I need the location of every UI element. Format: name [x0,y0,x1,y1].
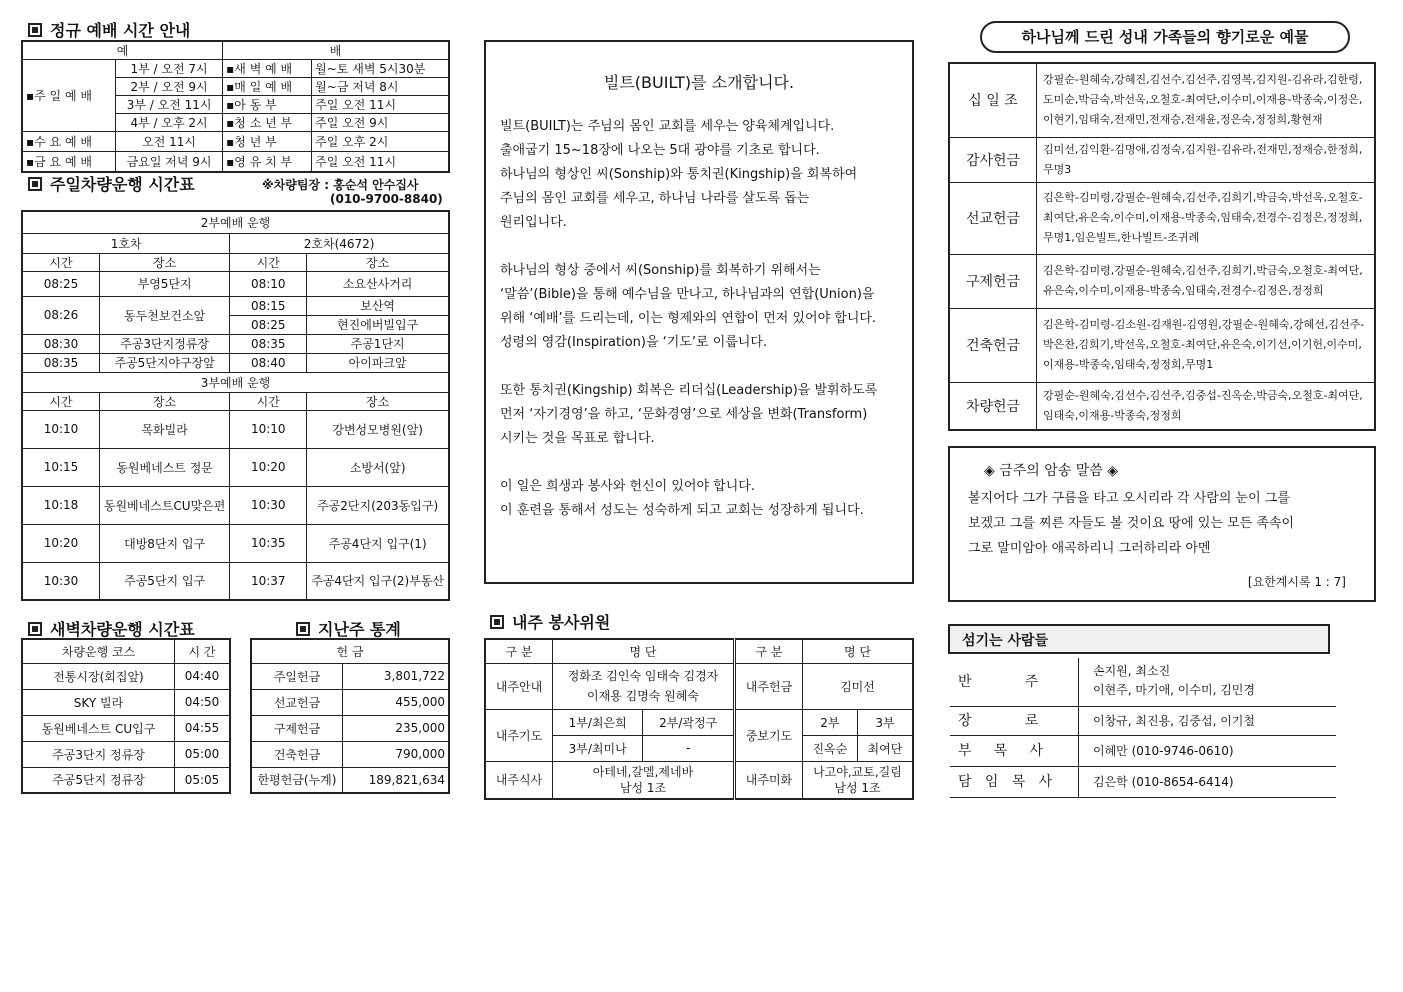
offerings-table [948,62,1376,431]
vol-name-line: 나고야,교토,길림 [813,764,902,779]
section2-title: 2부예배 운행 [22,211,449,233]
servant-name-line: 이현주, 마기애, 이수미, 김민경 [1093,683,1255,697]
square-bullet-icon [28,23,42,37]
s3-time: 10:15 [22,448,100,486]
stats-section-title [296,617,401,640]
car2-time: 08:10 [230,271,307,296]
s3-place: 동원베네스트 정문 [100,448,230,486]
car1-time: 08:35 [22,353,100,372]
servant-role: 장 로 [950,707,1079,735]
car1-label: 1호차 [22,233,230,253]
vol-clean-names [802,761,913,799]
built-line: 출애굽기 15~18장에 나오는 5대 광야를 기초로 합니다. [500,143,820,158]
s3-time: 10:37 [230,562,307,600]
stats-value: 455,000 [343,689,450,715]
service-time: 주일 오전 11시 [312,96,449,114]
service-name: ▪새 벽 예 배 [223,60,312,78]
col-time-header: 시간 [22,392,100,410]
built-paragraph [500,259,912,355]
service-name: ▪영 유 치 부 [223,152,312,172]
s3-place: 대방8단지 입구 [100,524,230,562]
vol-name-line: 남성 1조 [619,780,667,795]
built-line: 시키는 것을 목표로 합니다. [500,431,655,446]
s3-place: 주공4단지 입구(2)부동산 [307,562,449,600]
sunday-service: 1부 / 오전 7시 [116,60,223,78]
s3-time: 10:30 [230,486,307,524]
car2-place: 주공1단지 [307,334,449,353]
servant-name-line: 김은학 (010-8654-6414) [1093,775,1234,789]
car2-time: 08:25 [230,315,307,334]
vol-meal-names [553,761,735,799]
servants-list [950,658,1336,798]
vol-prayer: - [643,735,735,761]
car2-time: 08:35 [230,334,307,353]
s3-time: 10:10 [230,410,307,448]
col-time-header: 시간 [230,392,307,410]
built-line: 먼저 ‘자기경영’을 하고, ‘문화경영’으로 세상을 변화(Transform) [500,407,868,422]
vol-label: 내주미화 [734,761,802,799]
car2-time: 08:40 [230,353,307,372]
car2-place: 보산역 [307,296,449,315]
offering-donors: 김미선,김익환-김명애,김정숙,김지원-김유라,전재민,정재승,한정희,무명3 [1037,137,1376,182]
servants-title-box [948,624,1330,654]
stats-value: 790,000 [343,741,450,767]
dawn-time: 04:50 [175,689,231,715]
service-time: 월~금 저녁 8시 [312,78,449,96]
built-line: 위해 ‘예배’를 드리는데, 이는 형제와의 연합이 먼저 있어야 합니다. [500,311,877,326]
col-place-header: 장소 [100,392,230,410]
vol-label: 내주기도 [485,709,553,761]
verse-line: 그로 말미암아 애곡하리니 그러하리라 아멘 [968,541,1211,556]
square-bullet-icon [490,615,504,629]
vehicle-table [21,210,450,601]
offering-kind: 십 일 조 [949,63,1037,137]
built-line: 하나님의 형상 중에서 씨(Sonship)를 회복하기 위해서는 [500,263,821,278]
verse-reference: [요한계시록 1 : 7] [1247,575,1346,589]
car1-time: 08:25 [22,271,100,296]
vol-name-line: 정화조 김인숙 임태숙 김경자 [567,669,719,683]
car2-place: 아이파크앞 [307,353,449,372]
square-bullet-icon [28,622,42,636]
s3-place: 주공4단지 입구(1) [307,524,449,562]
volunteers-section-title [490,610,610,633]
built-line: 주님의 몸인 교회를 세우고, 하나님 나라를 살도록 돕는 [500,191,810,206]
vol-prayer: 3부/최미나 [553,735,643,761]
car1-place: 주공5단지야구장앞 [100,353,230,372]
servant-name-line: 이창규, 최진용, 김중섭, 이기철 [1093,714,1255,728]
servant-row [950,767,1336,798]
servant-role: 부 목 사 [950,736,1079,766]
servant-role: 담 임 목 사 [950,767,1079,797]
vol-prayer: 2부/곽정구 [643,709,735,735]
dawn-course: 주공5단지 정류장 [22,767,175,793]
service-time: 주일 오후 2시 [312,132,449,152]
service-time: 주일 오전 9시 [312,114,449,132]
vehicle-title-text: 주일차량운행 시간표 [50,175,195,194]
vol-inter-header: 2부 [802,709,857,735]
vol-inter-name: 최여단 [857,735,913,761]
dawn-section-title [28,617,195,640]
dawn-table [21,638,231,794]
vol-col-names: 명 단 [802,639,913,663]
stats-value: 3,801,722 [343,663,450,689]
car2-label: 2호차(4672) [230,233,449,253]
servant-row [950,736,1336,767]
dawn-time: 04:40 [175,663,231,689]
vol-name-line: 남성 1조 [834,780,881,795]
dawn-title-text: 새벽차량운행 시간표 [50,620,195,639]
built-paragraph [500,475,912,523]
verse-line: 보겠고 그를 찌른 자들도 볼 것이요 땅에 있는 모든 족속이 [968,516,1295,531]
dawn-time: 04:55 [175,715,231,741]
col-time-header: 시간 [22,253,100,271]
dawn-course: 주공3단지 정류장 [22,741,175,767]
volunteers-title-text: 내주 봉사위원 [512,613,611,632]
square-bullet-icon [296,622,310,636]
vol-prayer: 1부/최은희 [553,709,643,735]
worship-table [21,40,450,173]
sunday-service: 4부 / 오후 2시 [116,114,223,132]
offering-kind: 감사헌금 [949,137,1037,182]
built-line: 이 훈련을 통해서 성도는 성숙하게 되고 교회는 성장하게 됩니다. [500,503,864,518]
offering-kind: 건축헌금 [949,308,1037,382]
built-line: ‘말씀’(Bible)을 통해 예수님을 만나고, 하나님과의 연합(Union)을 [500,287,875,302]
s3-place: 목화빌라 [100,410,230,448]
offering-donors: 김은학-김미령-김소원-김재원-김영원,강필순-원혜숙,강혜선,김선주-박은찬,김희기,박선옥,오철호-최여단,유은숙,이기선,이기헌,이수미,이재용-박종숙,임태숙,정정희,무명1 [1037,308,1376,382]
sunday-service: 3부 / 오전 11시 [116,96,223,114]
square-bullet-icon [28,177,42,191]
s3-time: 10:20 [22,524,100,562]
car1-place: 부영5단지 [100,271,230,296]
vehicle-manager: ※차량팀장 : 홍순석 안수집사 [262,178,419,192]
sunday-label: ▪주 일 예 배 [22,60,116,132]
dawn-time: 05:00 [175,741,231,767]
vol-inter-name: 진옥순 [802,735,857,761]
built-paragraph [500,379,912,451]
car2-place: 소요산사거리 [307,271,449,296]
stats-key: 한평헌금(누계) [251,767,343,793]
dawn-course: 전통시장(회집앞) [22,663,175,689]
built-line: 하나님의 형상인 씨(Sonship)와 통치권(Kingship)을 회복하여 [500,167,858,182]
vol-offering-names: 김미선 [802,663,913,709]
col-place-header: 장소 [307,392,449,410]
vol-col-kind: 구 분 [734,639,802,663]
stats-key: 주일헌금 [251,663,343,689]
s3-place: 동원베네스트CU맞은편 [100,486,230,524]
built-body [486,115,912,523]
sunday-service: 2부 / 오전 9시 [116,78,223,96]
volunteers-table [484,638,914,800]
car1-place: 주공3단지정류장 [100,334,230,353]
servant-name-line: 이혜만 (010-9746-0610) [1093,744,1234,758]
vol-label: 내주헌금 [734,663,802,709]
s3-time: 10:18 [22,486,100,524]
stats-header: 헌 금 [251,639,449,663]
servant-name-line: 손지원, 최소진 [1093,664,1171,678]
s3-time: 10:20 [230,448,307,486]
s3-place: 소방서(앞) [307,448,449,486]
car2-place: 현진에버빌입구 [307,315,449,334]
servant-names [1079,658,1255,706]
worship-header-1: 예 [22,41,223,60]
built-line: 원리입니다. [500,215,567,230]
service-name: ▪수 요 예 배 [22,132,116,152]
s3-place: 주공2단지(203동입구) [307,486,449,524]
vol-label: 중보기도 [734,709,802,761]
stats-value: 189,821,634 [343,767,450,793]
servant-row [950,658,1336,707]
offering-donors: 강필순-원혜숙,강혜진,김선수,김선주,김영복,김지원-김유라,김한령,도미순,박금숙,박선옥,오철호-최여단,이수미,이재용-박종숙,이정은,이현기,임태숙,전재민,전재승,전재윤,정은숙,정정희,황현재 [1037,63,1376,137]
vol-col-kind: 구 분 [485,639,553,663]
offering-donors: 강필순-원혜숙,김선수,김선주,김중섭-진옥순,박금숙,오철호-최여단,임태숙,이재용-박종숙,정정희 [1037,382,1376,430]
vol-guide-names [553,663,735,709]
dawn-course: SKY 빌라 [22,689,175,715]
service-name: ▪청 소 년 부 [223,114,312,132]
offering-kind: 차량헌금 [949,382,1037,430]
col-time-header: 시간 [230,253,307,271]
vol-label: 내주안내 [485,663,553,709]
s3-time: 10:35 [230,524,307,562]
service-name: ▪매 일 예 배 [223,78,312,96]
verse-body [968,486,1374,561]
worship-header-2: 배 [223,41,449,60]
stats-title-text: 지난주 통계 [318,620,401,639]
servant-row [950,707,1336,736]
vol-label: 내주식사 [485,761,553,799]
vehicle-manager-phone: (010-9700-8840) [330,192,443,206]
vehicle-section-title [28,172,195,195]
worship-section-title [28,18,190,41]
s3-time: 10:10 [22,410,100,448]
s3-time: 10:30 [22,562,100,600]
stats-value: 235,000 [343,715,450,741]
service-name: ▪금 요 예 배 [22,152,116,172]
car1-time: 08:26 [22,296,100,334]
s3-place: 주공5단지 입구 [100,562,230,600]
verse-box [948,446,1376,602]
vol-col-names: 명 단 [553,639,735,663]
vol-name-line: 아테네,갈멜,제네바 [592,764,694,779]
built-line: 성령의 영감(Inspiration)을 ‘기도’로 이룹니다. [500,335,768,350]
stats-key: 건축헌금 [251,741,343,767]
service-time: 오전 11시 [116,132,223,152]
offering-kind: 구제헌금 [949,254,1037,308]
section3-title: 3부예배 운행 [22,372,449,392]
built-paragraph [500,115,912,235]
dawn-course: 동원베네스트 CU입구 [22,715,175,741]
offering-donors: 김은학-김미령,강필순-원혜숙,김선주,김희기,박금숙,오철호-최여단,유은숙,이수미,이재용-박종숙,임태숙,전경수-김정은,정정희 [1037,254,1376,308]
worship-title-text: 정규 예배 시간 안내 [50,21,191,40]
built-line: 빌트(BUILT)는 주님의 몸인 교회를 세우는 양육체계입니다. [500,119,835,134]
col-place-header: 장소 [307,253,449,271]
vol-name-line: 이재용 김명숙 원혜숙 [587,689,699,703]
car1-time: 08:30 [22,334,100,353]
s3-place: 강변성모병원(앞) [307,410,449,448]
dawn-time: 05:05 [175,767,231,793]
offering-kind: 선교헌금 [949,182,1037,254]
servant-role: 반 주 [950,658,1079,706]
car1-place: 동두천보건소앞 [100,296,230,334]
verse-title: ◈ 금주의 암송 말씀 ◈ [984,463,1119,479]
stats-table [250,638,450,794]
col-place-header: 장소 [100,253,230,271]
vol-inter-header: 3부 [857,709,913,735]
offerings-title: 하나님께 드린 성내 가족들의 향기로운 예물 [980,21,1350,53]
verse-line: 볼지어다 그가 구름을 타고 오시리라 각 사람의 눈이 그를 [968,491,1290,506]
service-time: 월~토 새벽 5시30분 [312,60,449,78]
car2-time: 08:15 [230,296,307,315]
service-time: 주일 오전 11시 [312,152,449,172]
offering-donors: 김은학-김미령,강필순-원혜숙,김선주,김희기,박금숙,박선옥,오철호-최여단,유은숙,이수미,이재용-박종숙,임태숙,전경수-김정은,정정희,무명1,임은빌트,한나빌트-조귀례 [1037,182,1376,254]
servants-title: 섬기는 사람들 [962,633,1049,649]
stats-key: 선교헌금 [251,689,343,715]
dawn-col-course: 차량운행 코스 [22,639,175,663]
built-line: 또한 통치권(Kingship) 회복은 리더십(Leadership)을 발휘하도록 [500,383,878,398]
service-name: ▪청 년 부 [223,132,312,152]
built-title: 빌트(BUILT)를 소개합니다. [603,73,795,92]
built-line: 이 일은 희생과 봉사와 헌신이 있어야 합니다. [500,479,755,494]
service-time: 금요일 저녁 9시 [116,152,223,172]
built-box [484,40,914,584]
stats-key: 구제헌금 [251,715,343,741]
dawn-col-time: 시 간 [175,639,231,663]
service-name: ▪아 동 부 [223,96,312,114]
